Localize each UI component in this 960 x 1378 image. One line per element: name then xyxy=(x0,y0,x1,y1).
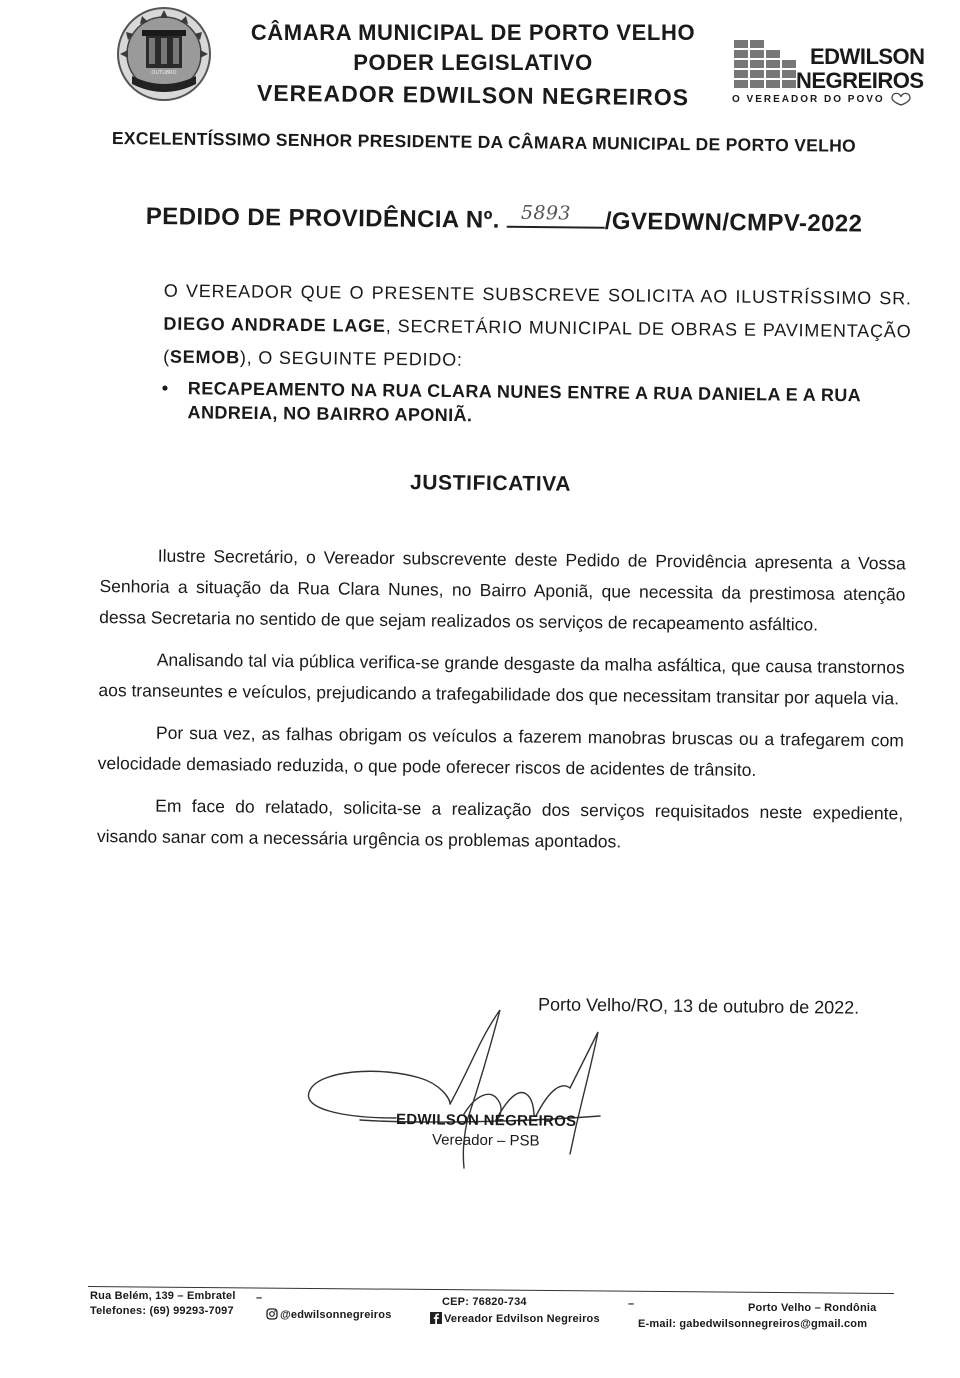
footer-phones: Telefones: (69) 99293-7097 xyxy=(90,1305,234,1317)
letterhead xyxy=(238,18,708,112)
request-text-3: ), O SEGUINTE PEDIDO: xyxy=(239,347,463,370)
facebook-page: Vereador Edvilson Negreiros xyxy=(444,1313,600,1325)
justification-paragraph: Analisando tal via pública verifica-se grande desgaste da malha asfáltica, que causa transtornos aos transeuntes e veículos, prejudicando a trafegabilidade dos que necessitam transitar por aquela via. xyxy=(98,649,905,709)
bullet-icon: • xyxy=(161,377,169,399)
justification-heading: JUSTIFICATIVA xyxy=(409,471,572,496)
institution-name: CÂMARA MUNICIPAL DE PORTO VELHO xyxy=(250,20,696,45)
title-suffix: /GVEDWN/CMPV-2022 xyxy=(604,207,863,238)
branch-name: PODER LEGISLATIVO xyxy=(353,50,593,75)
date-line: Porto Velho/RO, 13 de outubro de 2022. xyxy=(537,994,860,1018)
footer-separator: – xyxy=(628,1298,635,1310)
title-prefix: PEDIDO DE PROVIDÊNCIA Nº. xyxy=(145,202,500,234)
svg-text:OUTUBRO: OUTUBRO xyxy=(151,70,177,76)
handwritten-number: 5893 xyxy=(520,201,571,225)
heart-doodle-icon xyxy=(890,90,912,106)
footer-instagram xyxy=(266,1308,392,1321)
request-paragraph xyxy=(105,274,912,381)
handwritten-signature xyxy=(300,1008,620,1178)
brand-slogan: O VEREADOR DO POVO xyxy=(732,94,885,105)
brand-name-bottom: NEGREIROS xyxy=(796,68,924,93)
secretary-name: DIEGO ANDRADE LAGE xyxy=(163,313,386,336)
councilor-name: VEREADOR EDWILSON NEGREIROS xyxy=(256,79,690,111)
signatory-role: Vereador – PSB xyxy=(431,1131,540,1150)
justification-paragraph: Por sua vez, as falhas obrigam os veículos a fazerem manobras bruscas ou a trafegarem com velocidade demasiado reduzida, o que pode oferecer riscos de acidentes de trânsito. xyxy=(97,722,905,780)
footer-separator: – xyxy=(256,1292,263,1304)
footer-email: E-mail: gabedwilsonnegreiros@gmail.com xyxy=(638,1318,868,1330)
footer-facebook xyxy=(430,1312,600,1325)
addressee-line: EXCELENTÍSSIMO SENHOR PRESIDENTE DA CÂMARA MUNICIPAL DE PORTO VELHO xyxy=(111,128,857,156)
brand-name-top: EDWILSON xyxy=(810,44,925,69)
request-title xyxy=(146,202,886,239)
footer-address: Rua Belém, 139 – Embratel xyxy=(90,1290,236,1302)
request-item xyxy=(161,376,913,432)
request-text-2: , SECRETÁRIO MUNICIPAL DE OBRAS E PAVIMENTAÇÃO ( xyxy=(163,315,912,367)
facebook-icon xyxy=(430,1312,442,1324)
footer-city: Porto Velho – Rondônia xyxy=(748,1302,877,1314)
brand-logo xyxy=(730,40,925,112)
instagram-handle: @edwilsonnegreiros xyxy=(280,1309,392,1321)
instagram-icon xyxy=(266,1308,278,1320)
footer-cep: CEP: 76820-734 xyxy=(442,1296,527,1308)
justification-paragraph: Ilustre Secretário, o Vereador subscrevente deste Pedido de Providência apresenta a Vossa Senhoria a situação da Rua Clara Nunes, no Bairro Aponiã, que necessita da prestimosa atenção dessa Secretaria no sentido de que sejam realizados os serviços de recapeamento asfáltico. xyxy=(99,545,906,635)
request-text-1: O VEREADOR QUE O PRESENTE SUBSCREVE SOLICITA AO ILUSTRÍSSIMO SR. xyxy=(163,280,912,309)
justification-paragraph: Em face do relatado, solicita-se a realização dos serviços requisitados neste expediente, visando sanar com a necessária urgência os problemas apontados. xyxy=(96,795,904,852)
organization-acronym: SEMOB xyxy=(169,346,241,368)
camara-seal-emblem xyxy=(112,6,216,104)
signatory-name: EDWILSON NEGREIROS xyxy=(395,1111,577,1130)
justification-body xyxy=(97,540,906,871)
request-item-text: RECAPEAMENTO NA RUA CLARA NUNES ENTRE A RUA DANIELA E A RUA ANDREIA, NO BAIRRO APONIÃ. xyxy=(187,378,861,426)
number-blank xyxy=(507,201,605,229)
